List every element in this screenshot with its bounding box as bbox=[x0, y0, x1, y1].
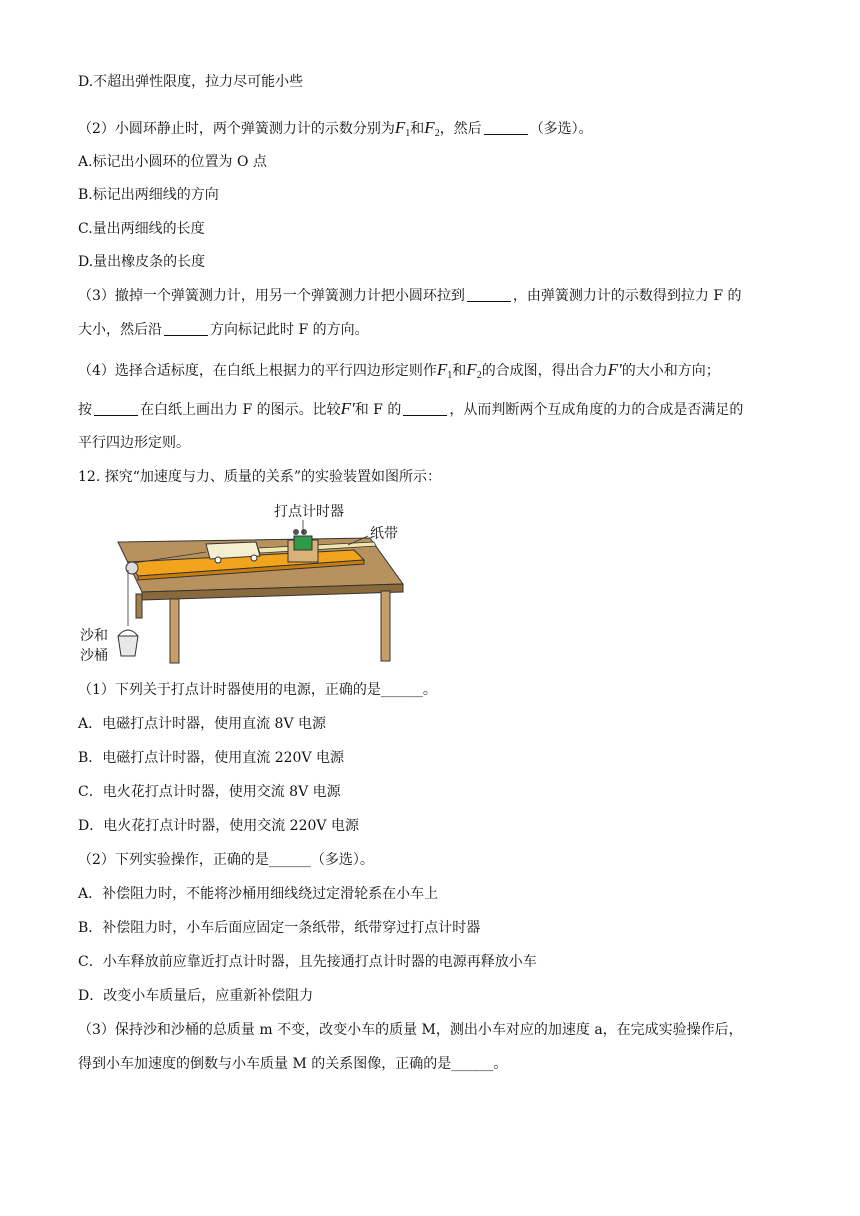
line-9: （4）选择合适标度，在白纸上根据力的平行四边形定则作$F_1$和$F_2$的合成图，得出合力F′的大小和方向； bbox=[78, 360, 720, 381]
q12-2: （2）下列实验操作，正确的是______（多选）。 bbox=[78, 852, 374, 868]
answer-blank[interactable] bbox=[164, 321, 208, 336]
q12-2-option-d: D．改变小车质量后，应重新补偿阻力 bbox=[78, 988, 314, 1004]
bucket-label-2: 沙桶 bbox=[80, 648, 108, 664]
symbol-fprime: F′ bbox=[340, 399, 355, 418]
bucket bbox=[118, 636, 138, 656]
q12-2-option-c: C．小车释放前应靠近打点计时器，且先接通打点计时器的电源再释放小车 bbox=[78, 954, 537, 970]
table-leg bbox=[381, 591, 390, 661]
symbol-f2: $F_2$ bbox=[424, 118, 440, 139]
line-7: （3）撤掉一个弹簧测力计，用另一个弹簧测力计把小圆环拉到 ，由弹簧测力计的示数得到拉力 F 的 bbox=[78, 288, 742, 304]
cart-wheel bbox=[251, 555, 257, 561]
line-8: 大小，然后沿 方向标记此时 F 的方向。 bbox=[78, 322, 369, 338]
table-leg bbox=[136, 594, 142, 618]
line-10: 按 在白纸上画出力 F 的图示。比较F′和 F 的 ，从而判断两个互成角度的力的合成是否满足的 bbox=[78, 399, 744, 418]
text: （多选）。 bbox=[529, 121, 593, 137]
q12-2-option-a: A．补偿阻力时，不能将沙桶用细线绕过定滑轮系在小车上 bbox=[78, 886, 439, 902]
timer-terminal bbox=[293, 529, 299, 535]
q12-1: （1）下列关于打点计时器使用的电源，正确的是______。 bbox=[78, 682, 437, 698]
answer-blank[interactable] bbox=[467, 287, 511, 302]
text: （2）小圆环静止时，两个弹簧测力计的示数分别为 bbox=[78, 121, 395, 137]
timer-label: 打点计时器 bbox=[274, 504, 344, 520]
question-12-title: 12. 探究“加速度与力、质量的关系”的实验装置如图所示： bbox=[78, 469, 442, 485]
timer-terminal bbox=[301, 529, 307, 535]
line-1: D.不超出弹性限度，拉力尽可能小些 bbox=[78, 74, 304, 90]
line-4: B.标记出两细线的方向 bbox=[78, 187, 219, 203]
q12-1-option-a: A．电磁打点计时器，使用直流 8V 电源 bbox=[78, 716, 327, 732]
text: ，然后 bbox=[439, 121, 482, 137]
timer-body bbox=[294, 536, 312, 550]
symbol-f2: $F_2$ bbox=[466, 360, 482, 381]
symbol-f1: $F_1$ bbox=[436, 360, 453, 381]
line-6: D.量出橡皮条的长度 bbox=[78, 254, 206, 270]
line-5: C.量出两细线的长度 bbox=[78, 221, 205, 237]
line-11: 平行四边形定则。 bbox=[78, 435, 190, 451]
bucket-handle bbox=[118, 630, 138, 636]
q12-2-option-b: B．补偿阻力时，小车后面应固定一条纸带，纸带穿过打点计时器 bbox=[78, 920, 481, 936]
cart-wheel bbox=[215, 557, 221, 563]
symbol-fprime: F′ bbox=[607, 360, 622, 379]
table-leg bbox=[170, 599, 179, 663]
q12-1-option-d: D．电火花打点计时器，使用交流 220V 电源 bbox=[78, 818, 359, 834]
text: 和 bbox=[410, 121, 425, 137]
q12-3-line-2: 得到小车加速度的倒数与小车质量 M 的关系图像，正确的是______。 bbox=[78, 1056, 508, 1072]
symbol-f1: $F_1$ bbox=[394, 118, 411, 139]
answer-blank[interactable] bbox=[94, 401, 138, 416]
bucket-label-1: 沙和 bbox=[80, 628, 108, 644]
q12-1-option-b: B．电磁打点计时器，使用直流 220V 电源 bbox=[78, 750, 345, 766]
q12-3-line-1: （3）保持沙和沙桶的总质量 m 不变，改变小车的质量 M，测出小车对应的加速度 a，在完成实验操作后， bbox=[78, 1022, 743, 1038]
line-3: A.标记出小圆环的位置为 O 点 bbox=[78, 154, 267, 170]
apparatus-figure bbox=[78, 496, 418, 668]
q12-1-option-c: C．电火花打点计时器，使用交流 8V 电源 bbox=[78, 784, 341, 800]
tape-label: 纸带 bbox=[370, 526, 398, 542]
answer-blank[interactable] bbox=[403, 401, 447, 416]
line-2 bbox=[78, 118, 790, 144]
answer-blank[interactable] bbox=[484, 120, 528, 135]
